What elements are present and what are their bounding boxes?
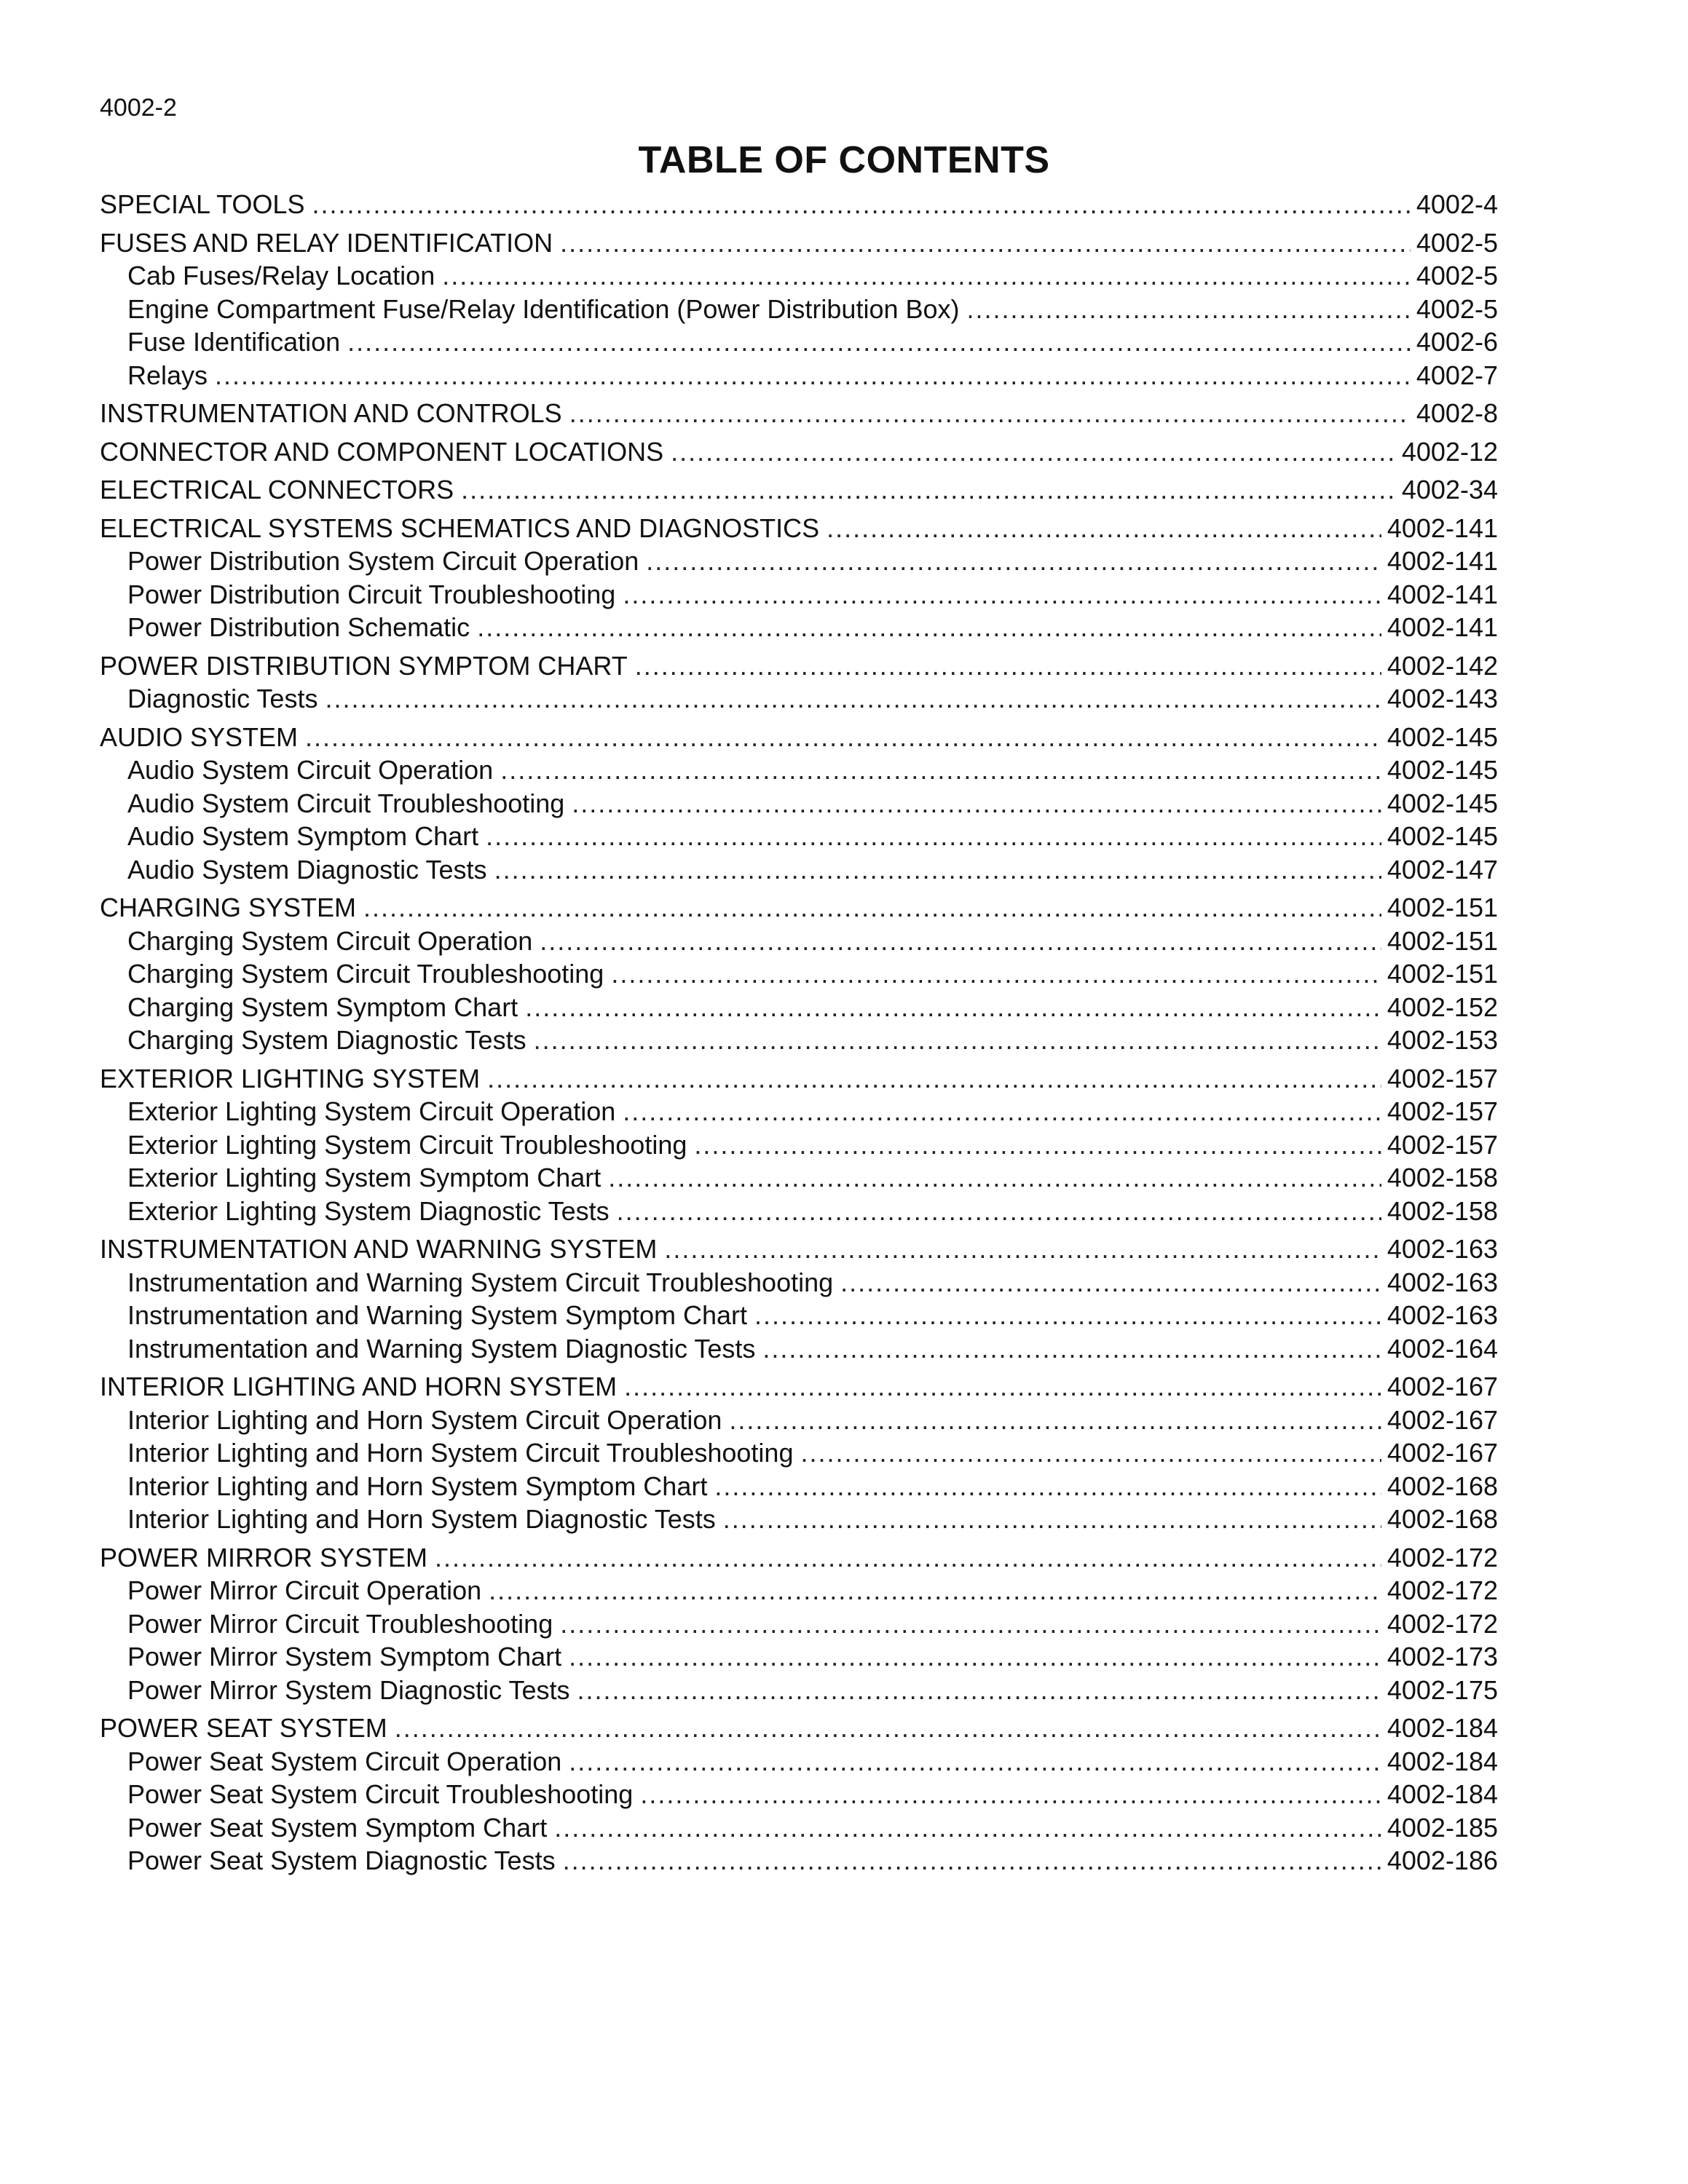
dot-leader [525,991,1381,1024]
dot-leader [611,957,1381,991]
toc-entry-page-number: 4002-173 [1387,1642,1498,1671]
toc-entry-page-number: 4002-163 [1387,1267,1498,1297]
dot-leader [563,1844,1381,1878]
page-number: 4002-2 [100,94,177,122]
toc-subsection-entry[interactable] [100,1811,1498,1845]
toc-entry-page-number: 4002-184 [1387,1779,1498,1809]
toc-section-entry[interactable] [100,473,1498,507]
toc-entry-page-number: 4002-151 [1387,893,1498,922]
toc-entry-title: Exterior Lighting System Symptom Chart [127,1163,602,1192]
toc-section-entry[interactable] [100,1233,1498,1266]
toc-entry-page-number: 4002-164 [1387,1333,1498,1364]
toc-entry-title: Fuse Identification [127,327,341,357]
toc-entry-page-number: 4002-5 [1416,261,1498,290]
toc-entry-page-number: 4002-145 [1387,821,1498,851]
dot-leader [540,925,1381,958]
dot-leader [569,1745,1381,1779]
toc-entry-page-number: 4002-167 [1387,1438,1498,1468]
toc-entry-page-number: 4002-141 [1387,546,1498,576]
toc-entry-title: Interior Lighting and Horn System Circuit Operation [127,1404,722,1435]
toc-entry-title: Audio System Circuit Troubleshooting [127,788,565,818]
toc-entry-page-number: 4002-185 [1387,1812,1498,1843]
dot-leader [646,545,1381,578]
toc-entry-title: Engine Compartment Fuse/Relay Identification (Power Distribution Box) [127,293,960,324]
toc-subsection-entry[interactable] [100,545,1498,578]
dot-leader [435,1541,1381,1575]
toc-entry-page-number: 4002-6 [1416,327,1498,357]
toc-entry-title: Instrumentation and Warning System Symptom Chart [127,1300,748,1330]
toc-section-entry[interactable] [100,1541,1498,1575]
toc-entry-title: Exterior Lighting System Circuit Operation [127,1096,616,1126]
toc-subsection-entry[interactable] [100,787,1498,820]
toc-entry-title: ELECTRICAL CONNECTORS [100,475,454,505]
toc-entry-title: Power Mirror System Symptom Chart [127,1642,562,1671]
toc-entry-title: Interior Lighting and Horn System Diagnostic Tests [127,1504,716,1534]
toc-entry-page-number: 4002-5 [1416,293,1498,324]
toc-section-entry[interactable] [100,512,1498,545]
toc-entry-title: Exterior Lighting System Diagnostic Tests [127,1195,610,1226]
toc-subsection-entry[interactable] [100,853,1498,887]
toc-section-entry[interactable] [100,435,1498,469]
dot-leader [617,1195,1381,1228]
toc-entry-page-number: 4002-12 [1401,436,1498,467]
toc-entry-title: POWER MIRROR SYSTEM [100,1542,428,1572]
toc-entry-title: Exterior Lighting System Circuit Troubleshooting [127,1129,687,1160]
dot-leader [486,820,1381,853]
toc-entry-page-number: 4002-34 [1401,475,1498,505]
dot-leader [729,1404,1381,1437]
dot-leader [664,1233,1381,1266]
toc-subsection-entry[interactable] [100,293,1498,326]
toc-subsection-entry[interactable] [100,359,1498,392]
toc-subsection-entry[interactable] [100,1095,1498,1128]
toc-entry-page-number: 4002-163 [1387,1300,1498,1330]
dot-leader [623,1095,1381,1128]
dot-leader [569,397,1411,430]
toc-entry-page-number: 4002-167 [1387,1372,1498,1401]
toc-entry-title: Power Seat System Circuit Operation [127,1746,562,1776]
toc-subsection-entry[interactable] [100,1674,1498,1707]
toc-entry-title: Instrumentation and Warning System Diagnostic Tests [127,1333,756,1364]
toc-subsection-entry[interactable] [100,1266,1498,1299]
toc-entry-title: Interior Lighting and Horn System Symptom Chart [127,1471,708,1501]
toc-entry-title: INSTRUMENTATION AND WARNING SYSTEM [100,1234,658,1264]
toc-entry-title: SPECIAL TOOLS [100,189,305,219]
toc-entry-page-number: 4002-142 [1387,650,1498,681]
page-title: TABLE OF CONTENTS [638,139,1050,181]
toc-entry-page-number: 4002-172 [1387,1608,1498,1639]
toc-subsection-entry[interactable] [100,578,1498,612]
toc-entry-title: Charging System Circuit Troubleshooting [127,959,604,989]
toc-entry-page-number: 4002-184 [1387,1713,1498,1743]
dot-leader [560,1607,1381,1641]
toc-subsection-entry[interactable] [100,1503,1498,1536]
toc-section-entry[interactable] [100,1062,1498,1096]
toc-entry-title: EXTERIOR LIGHTING SYSTEM [100,1063,481,1093]
toc-entry-title: ELECTRICAL SYSTEMS SCHEMATICS AND DIAGNOSTICS [100,513,820,543]
toc-entry-page-number: 4002-145 [1387,721,1498,752]
toc-subsection-entry[interactable] [100,753,1498,787]
dot-leader [624,1370,1381,1404]
toc-entry-page-number: 4002-5 [1416,227,1498,258]
toc-entry-title: Charging System Symptom Chart [127,992,518,1022]
toc-subsection-entry[interactable] [100,1778,1498,1811]
toc-entry-title: Power Seat System Diagnostic Tests [127,1845,556,1875]
toc-entry-title: Power Mirror System Diagnostic Tests [127,1674,570,1705]
dot-leader [569,1640,1381,1674]
toc-entry-page-number: 4002-184 [1387,1746,1498,1776]
toc-entry-title: FUSES AND RELAY IDENTIFICATION [100,227,553,258]
toc-entry-title: Power Seat System Circuit Troubleshooting [127,1779,634,1809]
toc-section-entry[interactable] [100,226,1498,260]
toc-entry-title: Power Distribution Schematic [127,612,470,642]
toc-subsection-entry[interactable] [100,957,1498,991]
toc-entry-page-number: 4002-172 [1387,1575,1498,1605]
toc-entry-title: Power Seat System Symptom Chart [127,1812,548,1843]
dot-leader [554,1811,1381,1845]
dot-leader [347,325,1411,359]
toc-section-entry[interactable] [100,1370,1498,1404]
toc-entry-title: Interior Lighting and Horn System Circuit Troubleshooting [127,1438,794,1468]
toc-entry-title: Audio System Diagnostic Tests [127,854,487,885]
dot-leader [487,1062,1381,1096]
dot-leader [305,721,1381,754]
dot-leader [714,1470,1381,1503]
toc-entry-title: POWER DISTRIBUTION SYMPTOM CHART [100,650,628,681]
dot-leader [325,682,1381,716]
toc-entry-title: CHARGING SYSTEM [100,893,357,922]
toc-entry-page-number: 4002-145 [1387,788,1498,818]
toc-entry-page-number: 4002-4 [1416,189,1498,219]
dot-leader [560,226,1411,260]
toc-subsection-entry[interactable] [100,611,1498,644]
toc-entry-page-number: 4002-145 [1387,755,1498,785]
toc-subsection-entry[interactable] [100,1640,1498,1674]
toc-subsection-entry[interactable] [100,1574,1498,1607]
toc-subsection-entry[interactable] [100,1436,1498,1470]
toc-entry-page-number: 4002-152 [1387,992,1498,1022]
toc-subsection-entry[interactable] [100,682,1498,716]
dot-leader [577,1674,1381,1707]
dot-leader [395,1712,1381,1745]
toc-entry-page-number: 4002-141 [1387,612,1498,642]
toc-entry-title: Diagnostic Tests [127,684,318,713]
toc-entry-title: Charging System Diagnostic Tests [127,1025,526,1055]
toc-entry-page-number: 4002-151 [1387,925,1498,956]
toc-subsection-entry[interactable] [100,1299,1498,1332]
toc-entry-page-number: 4002-7 [1416,360,1498,390]
toc-subsection-entry[interactable] [100,820,1498,853]
toc-entry-title: Instrumentation and Warning System Circuit Troubleshooting [127,1267,834,1297]
toc-subsection-entry[interactable] [100,991,1498,1024]
toc-entry-page-number: 4002-141 [1387,513,1498,543]
toc-entry-title: Audio System Circuit Operation [127,755,494,785]
toc-entry-page-number: 4002-158 [1387,1195,1498,1226]
dot-leader [534,1024,1381,1057]
toc-entry-page-number: 4002-167 [1387,1404,1498,1435]
toc-entry-title: Charging System Circuit Operation [127,925,533,956]
toc-entry-page-number: 4002-168 [1387,1504,1498,1534]
toc-subsection-entry[interactable] [100,1404,1498,1437]
dot-leader [723,1503,1381,1536]
toc-entry-page-number: 4002-158 [1387,1163,1498,1192]
toc-entry-page-number: 4002-151 [1387,959,1498,989]
dot-leader [608,1161,1381,1195]
toc-entry-title: CONNECTOR AND COMPONENT LOCATIONS [100,436,664,467]
toc-subsection-entry[interactable] [100,1195,1498,1228]
dot-leader [762,1332,1381,1366]
toc-entry-title: Cab Fuses/Relay Location [127,261,435,290]
toc-entry-page-number: 4002-157 [1387,1096,1498,1126]
dot-leader [840,1266,1381,1299]
toc-subsection-entry[interactable] [100,1024,1498,1057]
toc-entry-page-number: 4002-147 [1387,854,1498,885]
toc-entry-page-number: 4002-163 [1387,1234,1498,1264]
dot-leader [640,1778,1381,1811]
toc-section-entry[interactable] [100,891,1498,925]
toc-section-entry[interactable] [100,188,1498,221]
toc-entry-page-number: 4002-175 [1387,1674,1498,1705]
dot-leader [800,1436,1381,1470]
toc-subsection-entry[interactable] [100,1470,1498,1503]
dot-leader [477,611,1381,644]
toc-subsection-entry[interactable] [100,325,1498,359]
toc-subsection-entry[interactable] [100,1607,1498,1641]
toc-entry-title: Power Distribution System Circuit Operation [127,546,639,576]
toc-entry-title: POWER SEAT SYSTEM [100,1713,387,1743]
dot-leader [461,473,1396,507]
toc-entry-title: Power Mirror Circuit Troubleshooting [127,1608,553,1639]
dot-leader [572,787,1381,820]
toc-subsection-entry[interactable] [100,259,1498,293]
dot-leader [363,891,1381,925]
dot-leader [494,853,1381,887]
table-of-contents [100,188,1498,1878]
toc-section-entry[interactable] [100,721,1498,754]
toc-subsection-entry[interactable] [100,1128,1498,1162]
toc-entry-page-number: 4002-141 [1387,579,1498,609]
toc-entry-page-number: 4002-153 [1387,1025,1498,1055]
dot-leader [635,649,1381,683]
dot-leader [623,578,1381,612]
toc-section-entry[interactable] [100,1712,1498,1745]
toc-entry-page-number: 4002-186 [1387,1845,1498,1875]
toc-entry-page-number: 4002-8 [1416,398,1498,428]
toc-entry-page-number: 4002-157 [1387,1063,1498,1093]
dot-leader [827,512,1381,545]
toc-entry-page-number: 4002-143 [1387,684,1498,713]
dot-leader [312,188,1410,221]
toc-entry-title: INSTRUMENTATION AND CONTROLS [100,398,562,428]
toc-subsection-entry[interactable] [100,1844,1498,1878]
dot-leader [967,293,1411,326]
dot-leader [215,359,1411,392]
toc-entry-page-number: 4002-157 [1387,1129,1498,1160]
toc-entry-title: Power Distribution Circuit Troubleshooting [127,579,616,609]
toc-subsection-entry[interactable] [100,1745,1498,1779]
toc-subsection-entry[interactable] [100,1332,1498,1366]
toc-entry-title: Audio System Symptom Chart [127,821,479,851]
toc-entry-page-number: 4002-172 [1387,1542,1498,1572]
dot-leader [671,435,1396,469]
toc-subsection-entry[interactable] [100,925,1498,958]
toc-entry-title: INTERIOR LIGHTING AND HORN SYSTEM [100,1372,618,1401]
toc-entry-page-number: 4002-168 [1387,1471,1498,1501]
toc-section-entry[interactable] [100,649,1498,683]
toc-entry-title: Relays [127,360,208,390]
dot-leader [754,1299,1381,1332]
toc-entry-title: AUDIO SYSTEM [100,721,299,752]
toc-subsection-entry[interactable] [100,1161,1498,1195]
dot-leader [489,1574,1381,1607]
toc-section-entry[interactable] [100,397,1498,430]
dot-leader [694,1128,1381,1162]
dot-leader [500,753,1381,787]
toc-entry-title: Power Mirror Circuit Operation [127,1575,482,1605]
dot-leader [442,259,1411,293]
